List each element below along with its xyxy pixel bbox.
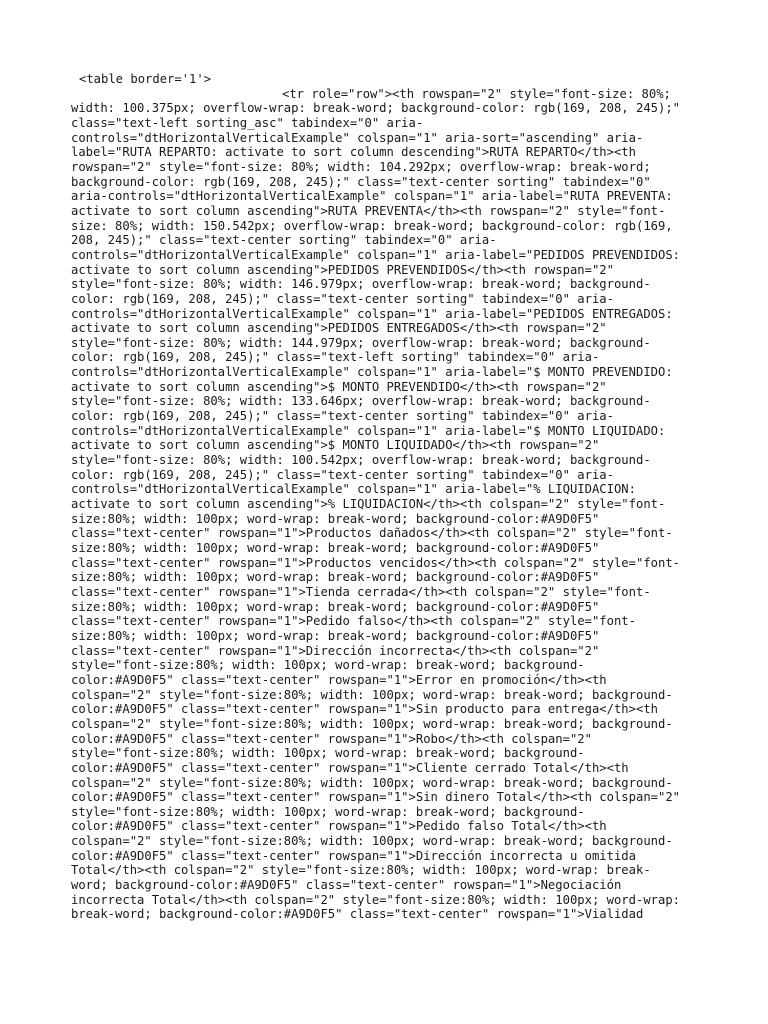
code-line: size:80%; width: 100px; word-wrap: break-word; background-color:#A9D0F5" [71, 511, 600, 526]
code-line: rowspan="2" style="font-size: 80%; width: 104.292px; overflow-wrap: break-word; [71, 159, 651, 174]
code-line: controls="dtHorizontalVerticalExample" colspan="1" aria-label="$ MONTO PREVENDIDO: [71, 365, 673, 380]
code-line: size: 80%; width: 150.542px; overflow-wrap: break-word; background-color: rgb(169, [71, 218, 673, 233]
code-line: incorrecta Total</th><th colspan="2" style="font-size:80%; width: 100px; word-wrap: [71, 892, 681, 907]
code-line: word; background-color:#A9D0F5" class="text-center" rowspan="1">Negociación [71, 878, 622, 893]
code-line: 208, 245);" class="text-center sorting" tabindex="0" aria- [71, 233, 497, 248]
code-line: color:#A9D0F5" class="text-center" rowspan="1">Pedido falso Total</th><th [71, 819, 607, 834]
code-line: colspan="2" style="font-size:80%; width: 100px; word-wrap: break-word; background- [71, 716, 673, 731]
code-line: activate to sort column ascending">$ MONTO PREVENDIDO</th><th rowspan="2" [71, 379, 607, 394]
code-line: class="text-center" rowspan="1">Dirección incorrecta</th><th colspan="2" [71, 643, 600, 658]
code-line: activate to sort column ascending">% LIQUIDACION</th><th colspan="2" style="font- [71, 497, 666, 512]
code-line: color: rgb(169, 208, 245);" class="text-center sorting" tabindex="0" aria- [71, 467, 614, 482]
code-line: size:80%; width: 100px; word-wrap: break-word; background-color:#A9D0F5" [71, 628, 600, 643]
code-line: color:#A9D0F5" class="text-center" rowspan="1">Dirección incorrecta u omitida [71, 848, 636, 863]
code-line: style="font-size: 80%; width: 146.979px; overflow-wrap: break-word; background- [71, 277, 651, 292]
code-line: break-word; background-color:#A9D0F5" class="text-center" rowspan="1">Vialidad [71, 907, 644, 922]
code-line: size:80%; width: 100px; word-wrap: break-word; background-color:#A9D0F5" [71, 599, 600, 614]
code-line: color:#A9D0F5" class="text-center" rowspan="1">Sin dinero Total</th><th colspan="2" [71, 790, 681, 805]
code-line: style="font-size: 80%; width: 133.646px; overflow-wrap: break-word; background- [71, 394, 651, 409]
document-body [71, 72, 703, 922]
code-line: activate to sort column ascending">RUTA PREVENTA</th><th rowspan="2" style="font- [71, 203, 666, 218]
code-line: <tr role="row"><th rowspan="2" style="font-size: 80%; [282, 86, 671, 101]
code-line: style="font-size:80%; width: 100px; word-wrap: break-word; background- [71, 658, 585, 673]
code-line: class="text-center" rowspan="1">Tienda cerrada</th><th colspan="2" style="font- [71, 584, 651, 599]
code-line: style="font-size:80%; width: 100px; word-wrap: break-word; background- [71, 804, 585, 819]
code-line: width: 100.375px; overflow-wrap: break-word; background-color: rgb(169, 208, 245);" [71, 101, 681, 116]
code-line: style="font-size: 80%; width: 144.979px; overflow-wrap: break-word; background- [71, 335, 651, 350]
code-line: controls="dtHorizontalVerticalExample" colspan="1" aria-sort="ascending" aria- [71, 130, 644, 145]
code-line: class="text-center" rowspan="1">Productos vencidos</th><th colspan="2" style="font- [71, 555, 681, 570]
code-line: class="text-center" rowspan="1">Productos dañados</th><th colspan="2" style="font- [71, 526, 673, 541]
code-line: controls="dtHorizontalVerticalExample" colspan="1" aria-label="PEDIDOS ENTREGADOS: [71, 306, 673, 321]
code-line: <table border='1'> [79, 72, 212, 86]
code-line: colspan="2" style="font-size:80%; width: 100px; word-wrap: break-word; background- [71, 834, 673, 849]
code-line: color:#A9D0F5" class="text-center" rowspan="1">Sin producto para entrega</th><th [71, 702, 658, 717]
code-line: colspan="2" style="font-size:80%; width: 100px; word-wrap: break-word; background- [71, 775, 673, 790]
code-line: color:#A9D0F5" class="text-center" rowspan="1">Error en promoción</th><th [71, 672, 607, 687]
code-line: size:80%; width: 100px; word-wrap: break-word; background-color:#A9D0F5" [71, 570, 600, 585]
code-line: controls="dtHorizontalVerticalExample" colspan="1" aria-label="% LIQUIDACION: [71, 482, 636, 497]
code-line: aria-controls="dtHorizontalVerticalExample" colspan="1" aria-label="RUTA PREVENTA: [71, 189, 673, 204]
code-line: color:#A9D0F5" class="text-center" rowspan="1">Robo</th><th colspan="2" [71, 731, 592, 746]
code-line: controls="dtHorizontalVerticalExample" colspan="1" aria-label="$ MONTO LIQUIDADO: [71, 423, 666, 438]
code-line: style="font-size: 80%; width: 100.542px; overflow-wrap: break-word; background- [71, 453, 651, 468]
code-line: Total</th><th colspan="2" style="font-size:80%; width: 100px; word-wrap: break- [71, 863, 651, 878]
code-line: class="text-left sorting_asc" tabindex="0" aria- [71, 115, 424, 130]
code-line: activate to sort column ascending">$ MONTO LIQUIDADO</th><th rowspan="2" [71, 438, 600, 453]
code-line: activate to sort column ascending">PEDIDOS ENTREGADOS</th><th rowspan="2" [71, 321, 607, 336]
code-line: color: rgb(169, 208, 245);" class="text-center sorting" tabindex="0" aria- [71, 291, 614, 306]
code-line: colspan="2" style="font-size:80%; width: 100px; word-wrap: break-word; background- [71, 687, 673, 702]
code-line: label="RUTA REPARTO: activate to sort column descending">RUTA REPARTO</th><th [71, 145, 636, 160]
code-line: controls="dtHorizontalVerticalExample" colspan="1" aria-label="PEDIDOS PREVENDIDOS: [71, 247, 681, 262]
code-line: background-color: rgb(169, 208, 245);" class="text-center sorting" tabindex="0" [71, 174, 651, 189]
code-line: style="font-size:80%; width: 100px; word-wrap: break-word; background- [71, 746, 585, 761]
code-line: class="text-center" rowspan="1">Pedido falso</th><th colspan="2" style="font- [71, 614, 636, 629]
code-line: size:80%; width: 100px; word-wrap: break-word; background-color:#A9D0F5" [71, 541, 600, 555]
code-line: color:#A9D0F5" class="text-center" rowspan="1">Cliente cerrado Total</th><th [71, 760, 629, 775]
code-line: activate to sort column ascending">PEDIDOS PREVENDIDOS</th><th rowspan="2" [71, 262, 614, 277]
code-line: color: rgb(169, 208, 245);" class="text-left sorting" tabindex="0" aria- [71, 350, 600, 365]
code-line: color: rgb(169, 208, 245);" class="text-center sorting" tabindex="0" aria- [71, 409, 614, 424]
